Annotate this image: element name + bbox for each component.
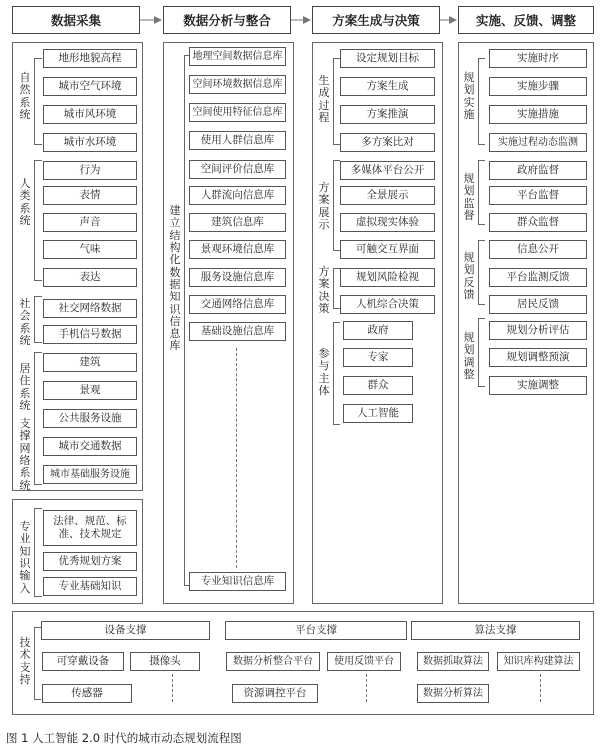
bracket-generation-top bbox=[333, 58, 340, 59]
db-usage: 空间使用特征信息库 bbox=[189, 103, 286, 122]
bracket-natural-bottom bbox=[34, 144, 42, 145]
db-transport: 交通网络信息库 bbox=[189, 295, 286, 314]
display-panorama: 全景展示 bbox=[340, 186, 435, 205]
col1-group-label-network: 支撑网络系统 bbox=[19, 417, 31, 492]
tech-analysis-platform: 数据分析整合平台 bbox=[226, 652, 320, 671]
bracket-feedback-top bbox=[478, 240, 485, 241]
item-terrain: 地形地貌高程 bbox=[43, 49, 137, 68]
col2-bracket bbox=[184, 55, 185, 585]
item-infrastructure: 城市基础服务设施 bbox=[43, 465, 137, 484]
bracket-knowledge bbox=[34, 508, 35, 596]
display-touch: 可触交互界面 bbox=[340, 240, 435, 259]
tech-kb-algorithm: 知识库构建算法 bbox=[497, 652, 580, 671]
tech-device-dash bbox=[172, 674, 173, 702]
tech-sensor: 传感器 bbox=[42, 684, 132, 703]
col4-group-label-supervision: 规划监督 bbox=[463, 172, 475, 222]
tech-camera: 摄像头 bbox=[130, 652, 200, 671]
item-landscape: 景观 bbox=[43, 381, 137, 400]
col3-group-label-decision: 方案决策 bbox=[318, 265, 330, 315]
col4-group-label-feedback: 规划反馈 bbox=[463, 251, 475, 301]
tech-bracket bbox=[34, 627, 35, 699]
adjust-preview: 规划调整预演 bbox=[489, 348, 587, 367]
item-social-network: 社交网络数据 bbox=[43, 299, 137, 318]
db-building: 建筑信息库 bbox=[189, 213, 286, 232]
item-wind: 城市风环境 bbox=[43, 105, 137, 124]
bracket-supervision bbox=[478, 160, 479, 224]
item-basic-knowledge: 专业基础知识 bbox=[43, 577, 137, 596]
bracket-decision-top bbox=[333, 268, 340, 269]
tech-label: 技术支持 bbox=[19, 636, 31, 686]
tech-algorithm-title: 算法支撑 bbox=[411, 621, 580, 640]
bracket-participants-top bbox=[333, 322, 340, 323]
col3-group-label-display: 方案展示 bbox=[318, 181, 330, 231]
item-smell: 气味 bbox=[43, 240, 137, 259]
item-traffic: 城市交通数据 bbox=[43, 437, 137, 456]
bracket-adjustment-top bbox=[478, 318, 485, 319]
display-multimedia: 多媒体平台公开 bbox=[340, 161, 435, 180]
item-behavior: 行为 bbox=[43, 161, 137, 180]
bracket-supervision-top bbox=[478, 160, 485, 161]
feedback-residents: 居民反馈 bbox=[489, 295, 587, 314]
item-laws: 法律、规范、标准、技术规定 bbox=[43, 510, 137, 546]
supervision-government: 政府监督 bbox=[489, 161, 587, 180]
db-service: 服务设施信息库 bbox=[189, 268, 286, 287]
impl-sequence: 实施时序 bbox=[489, 49, 587, 68]
tech-platform-title: 平台支撑 bbox=[225, 621, 407, 640]
tech-algorithm-dash bbox=[540, 674, 541, 702]
plan-simulate: 方案推演 bbox=[340, 105, 435, 124]
db-people: 使用人群信息库 bbox=[189, 131, 286, 150]
item-water: 城市水环境 bbox=[43, 133, 137, 152]
bracket-social-top bbox=[34, 296, 42, 297]
col3-group-label-generation: 生成过程 bbox=[318, 74, 330, 124]
bracket-decision-bottom bbox=[333, 308, 340, 309]
bracket-implementation-top bbox=[478, 58, 485, 59]
bracket-generation bbox=[333, 58, 334, 144]
col1-group-label-living: 居住系统 bbox=[19, 362, 31, 412]
plan-set-goal: 设定规划目标 bbox=[340, 49, 435, 68]
item-expression: 表情 bbox=[43, 186, 137, 205]
decision-human-machine: 人机综合决策 bbox=[340, 295, 435, 314]
db-geo: 地理空间数据信息库 bbox=[189, 47, 286, 66]
impl-measures: 实施措施 bbox=[489, 105, 587, 124]
tech-bracket-top bbox=[34, 627, 41, 628]
bracket-participants-bottom bbox=[333, 424, 340, 425]
header-plan-decision: 方案生成与决策 bbox=[312, 6, 440, 34]
tech-platform-dash bbox=[366, 674, 367, 702]
bracket-display bbox=[333, 160, 334, 250]
bracket-knowledge-top bbox=[34, 508, 42, 509]
impl-monitoring: 实施过程动态监测 bbox=[489, 133, 587, 152]
bracket-social bbox=[34, 296, 35, 342]
tech-crawl-algorithm: 数据抓取算法 bbox=[417, 652, 489, 671]
decision-risk: 规划风险检视 bbox=[340, 268, 435, 287]
db-landscape: 景观环境信息库 bbox=[189, 240, 286, 259]
bracket-display-top bbox=[333, 160, 340, 161]
col1-group-label-natural: 自然系统 bbox=[19, 71, 31, 121]
item-building: 建筑 bbox=[43, 353, 137, 372]
bracket-adjustment-bottom bbox=[478, 386, 485, 387]
col2-db-label: 建立结构化数据知识信息库 bbox=[169, 204, 181, 353]
feedback-disclosure: 信息公开 bbox=[489, 240, 587, 259]
col4-group-label-adjustment: 规划调整 bbox=[463, 331, 475, 381]
bracket-generation-bottom bbox=[333, 144, 340, 145]
bracket-implementation bbox=[478, 58, 479, 144]
db-flow: 人群流向信息库 bbox=[189, 186, 286, 205]
header-data-analysis: 数据分析与整合 bbox=[163, 6, 291, 34]
item-excellent-plans: 优秀规划方案 bbox=[43, 552, 137, 571]
item-public-service: 公共服务设施 bbox=[43, 409, 137, 428]
col1-group-label-knowledge: 专业知识输入 bbox=[19, 520, 31, 595]
impl-steps: 实施步骤 bbox=[489, 77, 587, 96]
bracket-supervision-bottom bbox=[478, 224, 485, 225]
db-infrastructure: 基础设施信息库 bbox=[189, 322, 286, 341]
bracket-living-bottom bbox=[34, 484, 42, 485]
bracket-feedback-bottom bbox=[478, 304, 485, 305]
participant-government: 政府 bbox=[343, 321, 413, 340]
adjust-evaluation: 规划分析评估 bbox=[489, 321, 587, 340]
bracket-participants bbox=[333, 322, 334, 424]
item-air: 城市空气环境 bbox=[43, 77, 137, 96]
bracket-social-bottom bbox=[34, 342, 42, 343]
col1-group-label-social: 社会系统 bbox=[19, 297, 31, 347]
bracket-implementation-bottom bbox=[478, 144, 485, 145]
bracket-natural-top bbox=[34, 58, 42, 59]
col4-group-label-implementation: 规划实施 bbox=[463, 71, 475, 121]
tech-wearable: 可穿戴设备 bbox=[42, 652, 124, 671]
bracket-human-bottom bbox=[34, 280, 42, 281]
bracket-living-top bbox=[34, 352, 42, 353]
header-implementation: 实施、反馈、调整 bbox=[458, 6, 594, 34]
bracket-knowledge-bottom bbox=[34, 596, 42, 597]
tech-feedback-platform: 使用反馈平台 bbox=[327, 652, 401, 671]
header-data-collection: 数据采集 bbox=[12, 6, 140, 34]
tech-device-title: 设备支撑 bbox=[41, 621, 210, 640]
participant-public: 群众 bbox=[343, 376, 413, 395]
participant-ai: 人工智能 bbox=[343, 404, 413, 423]
db-knowledge: 专业知识信息库 bbox=[189, 572, 286, 591]
plan-generate: 方案生成 bbox=[340, 77, 435, 96]
supervision-public: 群众监督 bbox=[489, 213, 587, 232]
figure-caption: 图 1 人工智能 2.0 时代的城市动态规划流程图 bbox=[6, 731, 242, 745]
db-env: 空间环境数据信息库 bbox=[189, 75, 286, 94]
bracket-adjustment bbox=[478, 318, 479, 386]
tech-analysis-algorithm: 数据分析算法 bbox=[417, 684, 489, 703]
item-speech: 表达 bbox=[43, 268, 137, 287]
tech-bracket-bottom bbox=[34, 699, 41, 700]
adjust-implementation: 实施调整 bbox=[489, 376, 587, 395]
bracket-natural bbox=[34, 58, 35, 144]
display-vr: 虚拟现实体验 bbox=[340, 213, 435, 232]
bracket-living bbox=[34, 352, 35, 484]
bracket-human-top bbox=[34, 160, 42, 161]
bracket-display-bottom bbox=[333, 250, 340, 251]
participant-experts: 专家 bbox=[343, 348, 413, 367]
plan-compare: 多方案比对 bbox=[340, 133, 435, 152]
bracket-feedback bbox=[478, 240, 479, 304]
col3-group-label-participants: 参与主体 bbox=[318, 347, 330, 397]
col2-dashed-continuation bbox=[236, 348, 237, 568]
bracket-decision bbox=[333, 268, 334, 308]
supervision-platform: 平台监督 bbox=[489, 186, 587, 205]
bracket-human bbox=[34, 160, 35, 280]
feedback-platform: 平台监测反馈 bbox=[489, 268, 587, 287]
item-voice: 声音 bbox=[43, 213, 137, 232]
col1-group-label-human: 人类系统 bbox=[19, 177, 31, 227]
item-phone-signal: 手机信号数据 bbox=[43, 325, 137, 344]
tech-resource-platform: 资源调控平台 bbox=[232, 684, 318, 703]
db-evaluation: 空间评价信息库 bbox=[189, 160, 286, 179]
